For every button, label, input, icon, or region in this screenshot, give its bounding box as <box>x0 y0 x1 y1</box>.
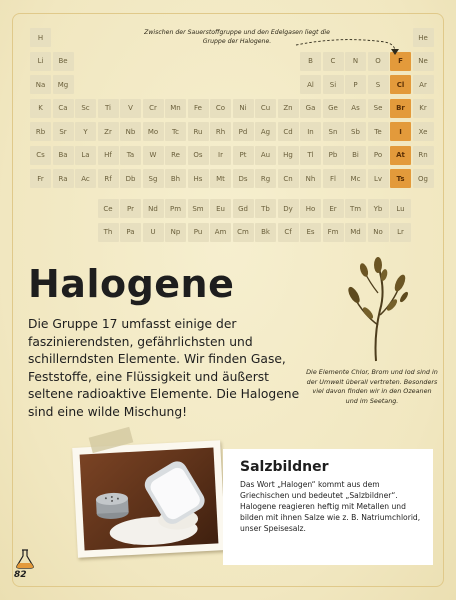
element-Cm: Cm <box>233 223 254 242</box>
element-Be: Be <box>53 52 74 71</box>
element-Ti: Ti <box>98 99 119 118</box>
element-Sn: Sn <box>323 122 344 141</box>
element-W: W <box>143 146 164 165</box>
element-Bh: Bh <box>165 169 186 188</box>
element-Hf: Hf <box>98 146 119 165</box>
element-Y: Y <box>75 122 96 141</box>
element-Hs: Hs <box>188 169 209 188</box>
element-V: V <box>120 99 141 118</box>
info-box-text: Das Wort „Halogen“ kommt aus dem Griechischen und bedeutet „Salzbildner“. Halogene reagieren heftig mit Metallen und bilden mit ihnen Salze wie z. B. Natriumchlorid, unser Speisesalz. <box>240 480 421 533</box>
page-title: Halogene <box>28 262 235 306</box>
element-Zr: Zr <box>98 122 119 141</box>
element-Ag: Ag <box>255 122 276 141</box>
element-Pa: Pa <box>120 223 141 242</box>
element-Cr: Cr <box>143 99 164 118</box>
element-Pb: Pb <box>323 146 344 165</box>
element-Dy: Dy <box>278 199 299 218</box>
element-Sg: Sg <box>143 169 164 188</box>
element-Ba: Ba <box>53 146 74 165</box>
element-Pm: Pm <box>165 199 186 218</box>
element-As: As <box>345 99 366 118</box>
element-Ce: Ce <box>98 199 119 218</box>
element-Kr: Kr <box>413 99 434 118</box>
element-Nh: Nh <box>300 169 321 188</box>
element-S: S <box>368 75 389 94</box>
element-Bi: Bi <box>345 146 366 165</box>
element-Sc: Sc <box>75 99 96 118</box>
element-Si: Si <box>323 75 344 94</box>
element-Os: Os <box>188 146 209 165</box>
element-Bk: Bk <box>255 223 276 242</box>
halogen-group-note: Zwischen der Sauerstoffgruppe und den Edelgasen liegt die Gruppe der Halogene. <box>144 29 330 45</box>
element-Ne: Ne <box>413 52 434 71</box>
element-Te: Te <box>368 122 389 141</box>
element-Eu: Eu <box>210 199 231 218</box>
element-Pt: Pt <box>233 146 254 165</box>
element-Pd: Pd <box>233 122 254 141</box>
element-Ar: Ar <box>413 75 434 94</box>
element-Zn: Zn <box>278 99 299 118</box>
element-Nb: Nb <box>120 122 141 141</box>
element-Ra: Ra <box>53 169 74 188</box>
element-I: I <box>390 122 411 141</box>
element-Hg: Hg <box>278 146 299 165</box>
element-He: He <box>413 28 434 47</box>
element-Au: Au <box>255 146 276 165</box>
element-Ca: Ca <box>53 99 74 118</box>
element-Tc: Tc <box>165 122 186 141</box>
element-At: At <box>390 146 411 165</box>
element-Og: Og <box>413 169 434 188</box>
element-Mg: Mg <box>53 75 74 94</box>
element-Rn: Rn <box>413 146 434 165</box>
element-Cf: Cf <box>278 223 299 242</box>
element-Np: Np <box>165 223 186 242</box>
element-Fr: Fr <box>30 169 51 188</box>
seaweed-caption: Die Elemente Chlor, Brom und Iod sind in der Umwelt überall vertreten. Besonders viel davon finden wir in den Ozeanen und im Seetang. <box>306 368 438 405</box>
element-No: No <box>368 223 389 242</box>
element-Rf: Rf <box>98 169 119 188</box>
element-Sr: Sr <box>53 122 74 141</box>
element-Am: Am <box>210 223 231 242</box>
element-Cu: Cu <box>255 99 276 118</box>
element-C: C <box>323 52 344 71</box>
element-Re: Re <box>165 146 186 165</box>
element-Cl: Cl <box>390 75 411 94</box>
intro-paragraph: Die Gruppe 17 umfasst einige der faszinierendsten, gefährlichsten und schillerndsten Elemente. Wir finden Gase, Feststoffe, eine Flüssigkeit und äußerst seltene radioaktive Elemente. Die Halogene sind eine wilde Mischung! <box>28 317 300 419</box>
element-Xe: Xe <box>413 122 434 141</box>
element-Gd: Gd <box>233 199 254 218</box>
element-Se: Se <box>368 99 389 118</box>
element-Fe: Fe <box>188 99 209 118</box>
element-Tl: Tl <box>300 146 321 165</box>
page-number: 82 <box>14 570 27 580</box>
element-H: H <box>30 28 51 47</box>
element-Cs: Cs <box>30 146 51 165</box>
element-F: F <box>390 52 411 71</box>
element-Cn: Cn <box>278 169 299 188</box>
element-Rb: Rb <box>30 122 51 141</box>
element-O: O <box>368 52 389 71</box>
element-Fl: Fl <box>323 169 344 188</box>
element-Tb: Tb <box>255 199 276 218</box>
element-La: La <box>75 146 96 165</box>
element-Lu: Lu <box>390 199 411 218</box>
element-Lv: Lv <box>368 169 389 188</box>
element-Ho: Ho <box>300 199 321 218</box>
element-P: P <box>345 75 366 94</box>
element-Pu: Pu <box>188 223 209 242</box>
element-Ru: Ru <box>188 122 209 141</box>
element-Ta: Ta <box>120 146 141 165</box>
flask-icon <box>14 548 36 570</box>
element-Sm: Sm <box>188 199 209 218</box>
element-Li: Li <box>30 52 51 71</box>
element-Yb: Yb <box>368 199 389 218</box>
element-Ac: Ac <box>75 169 96 188</box>
element-Ni: Ni <box>233 99 254 118</box>
element-B: B <box>300 52 321 71</box>
info-box-title: Salzbildner <box>240 459 329 475</box>
element-Es: Es <box>300 223 321 242</box>
element-Er: Er <box>323 199 344 218</box>
element-Mc: Mc <box>345 169 366 188</box>
element-Tm: Tm <box>345 199 366 218</box>
element-Ts: Ts <box>390 169 411 188</box>
element-Na: Na <box>30 75 51 94</box>
element-Co: Co <box>210 99 231 118</box>
element-N: N <box>345 52 366 71</box>
element-Db: Db <box>120 169 141 188</box>
element-Po: Po <box>368 146 389 165</box>
element-Rh: Rh <box>210 122 231 141</box>
element-U: U <box>143 223 164 242</box>
element-In: In <box>300 122 321 141</box>
element-Mo: Mo <box>143 122 164 141</box>
salt-scene-icon <box>80 448 219 551</box>
element-Cd: Cd <box>278 122 299 141</box>
element-Br: Br <box>390 99 411 118</box>
element-Rg: Rg <box>255 169 276 188</box>
element-Fm: Fm <box>323 223 344 242</box>
element-Ir: Ir <box>210 146 231 165</box>
element-Al: Al <box>300 75 321 94</box>
element-Mn: Mn <box>165 99 186 118</box>
element-Ga: Ga <box>300 99 321 118</box>
element-Lr: Lr <box>390 223 411 242</box>
salt-shaker-photo <box>72 440 226 558</box>
element-Pr: Pr <box>120 199 141 218</box>
element-Sb: Sb <box>345 122 366 141</box>
element-Th: Th <box>98 223 119 242</box>
element-Ge: Ge <box>323 99 344 118</box>
element-Md: Md <box>345 223 366 242</box>
seaweed-icon <box>318 255 438 365</box>
element-Nd: Nd <box>143 199 164 218</box>
element-Mt: Mt <box>210 169 231 188</box>
element-Ds: Ds <box>233 169 254 188</box>
element-K: K <box>30 99 51 118</box>
